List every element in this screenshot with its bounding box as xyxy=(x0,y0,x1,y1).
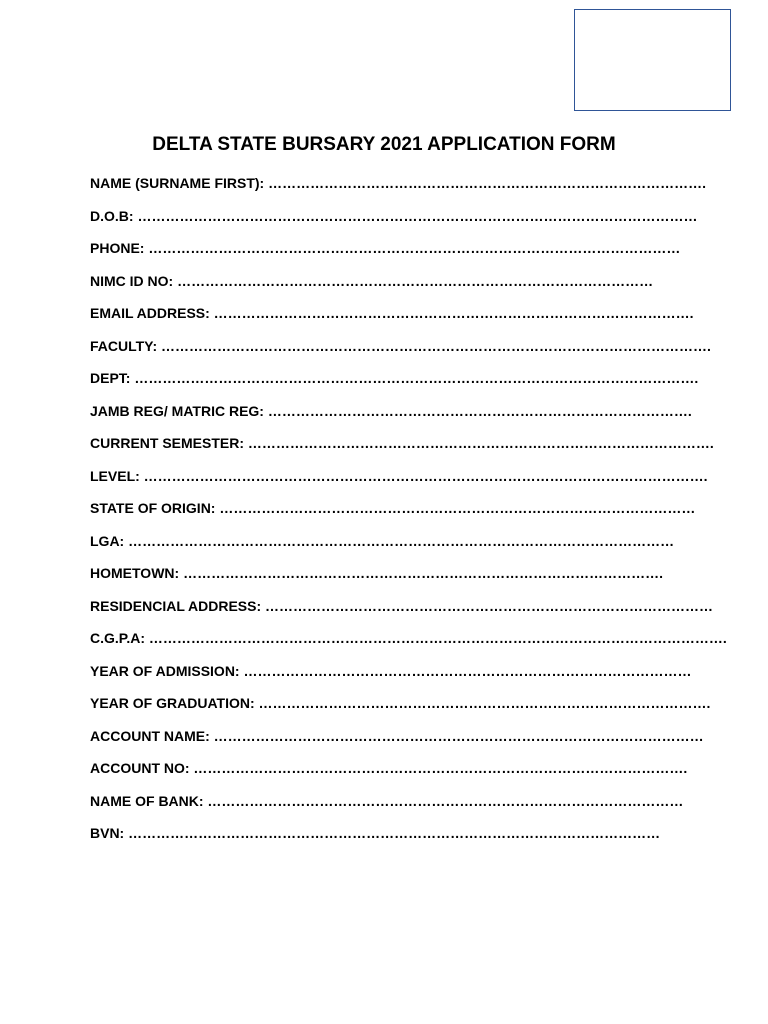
field-state-of-origin: STATE OF ORIGIN: ………………………………………………………………………………………… xyxy=(90,500,696,516)
field-bvn: BVN: …………………………………………………………………………………………………… xyxy=(90,825,661,841)
field-dob: D.O.B: ………………………………………………………………………………………………………… xyxy=(90,207,698,224)
field-lga: LGA: ……………………………………………………………………………………………………… xyxy=(90,532,675,549)
field-dept: DEPT: …………………………………………………………………………………………………………. xyxy=(90,370,699,386)
field-account-no: ACCOUNT NO: ……………………………………………………………………………………………. xyxy=(90,760,688,776)
field-cgpa: C.G.P.A: ……………………………………………………………………………………………………………. xyxy=(90,630,727,646)
field-residencial-address: RESIDENCIAL ADDRESS: …………………………………………………………………………………… xyxy=(90,597,714,614)
field-name-of-bank: NAME OF BANK: ………………………………………………………………………………………… xyxy=(90,792,684,809)
field-phone: PHONE: …………………………………………………………………………………………………… xyxy=(90,240,681,256)
field-faculty: FACULTY: ………………………………………………………………………………………………………. xyxy=(90,337,711,354)
field-jamb-matric-reg: JAMB REG/ MATRIC REG: ………………………………………………………………………………. xyxy=(90,402,692,419)
form-fields-list xyxy=(90,172,727,855)
field-nimc-id: NIMC ID NO: ………………………………………………………………………………………… xyxy=(90,272,654,289)
passport-photo-box xyxy=(574,9,731,111)
field-year-of-graduation: YEAR OF GRADUATION: ……………………………………………………………………………………. xyxy=(90,695,711,711)
form-title: DELTA STATE BURSARY 2021 APPLICATION FORM xyxy=(152,134,616,155)
field-level: LEVEL: …………………………………………………………………………………………………………. xyxy=(90,467,708,484)
field-email-address: EMAIL ADDRESS: …………………………………………………………………………………………. xyxy=(90,305,694,321)
field-name: NAME (SURNAME FIRST): …………………………………………………………………………………. xyxy=(90,175,706,191)
field-hometown: HOMETOWN: …………………………………………………………………………………………. xyxy=(90,565,663,581)
field-year-of-admission: YEAR OF ADMISSION: …………………………………………………………………………………… xyxy=(90,662,692,679)
field-current-semester: CURRENT SEMESTER: ………………………………………………………………………………………. xyxy=(90,435,714,451)
field-account-name: ACCOUNT NAME: …………………………………………………………………………………………… xyxy=(90,727,704,744)
